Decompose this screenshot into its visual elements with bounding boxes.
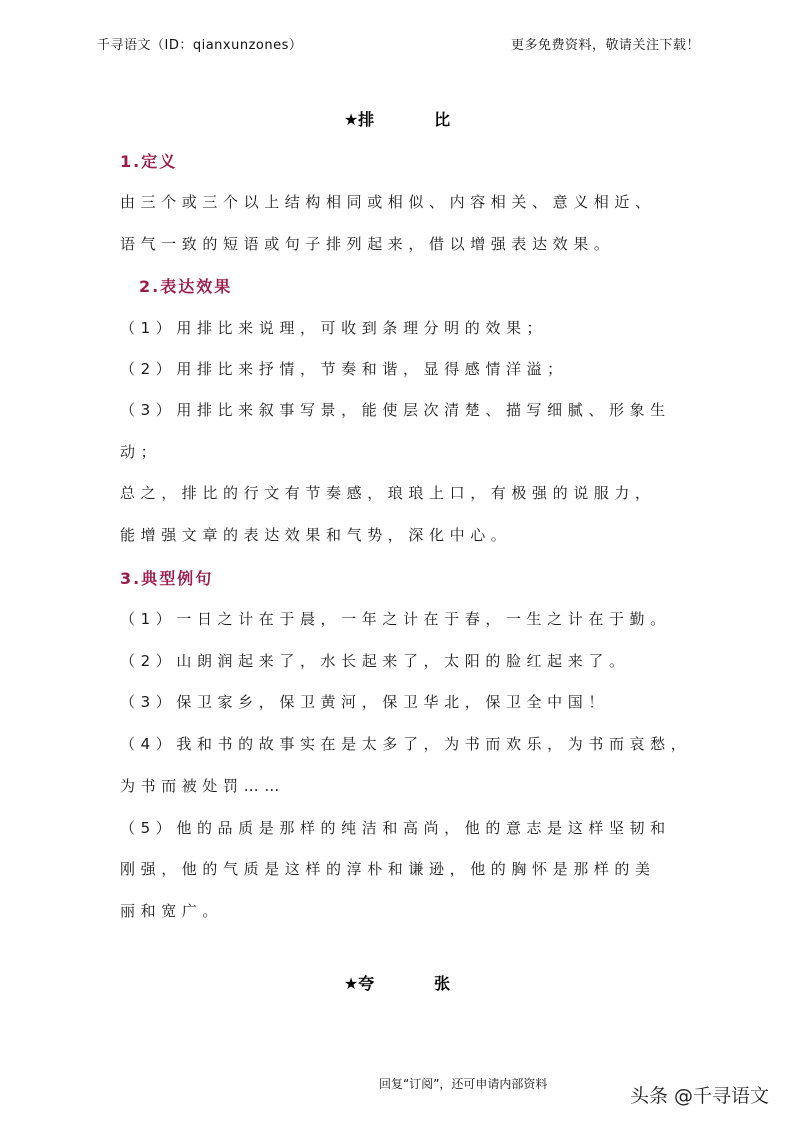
example-line: 丽和宽广。 (120, 902, 224, 920)
definition-line: 语气一致的短语或句子排列起来，借以增强表达效果。 (120, 235, 615, 253)
section-title-char-b: 比 (434, 110, 451, 129)
effect-line: （2）用排比来抒情，节奏和谐，显得感情洋溢； (120, 360, 568, 378)
definition-line: 由三个或三个以上结构相同或相似、内容相关、意义相近、 (120, 193, 656, 211)
section-title-char-a: 排 (358, 110, 375, 129)
example-line: （2）山朗润起来了，水长起来了，太阳的脸红起来了。 (120, 652, 630, 670)
page-header-right: 更多免费资料，敬请关注下载！ (511, 38, 701, 53)
example-line: （5）他的品质是那样的纯洁和高尚，他的意志是这样坚韧和 (120, 819, 671, 837)
watermark: 头条 @千寻语文 (630, 1085, 770, 1107)
heading-examples: 3.典型例句 (120, 569, 214, 588)
section-title-kuazhang (0, 971, 794, 994)
example-line: （4）我和书的故事实在是太多了，为书而欢乐，为书而哀愁， (120, 735, 692, 753)
effect-line: （3）用排比来叙事写景，能使层次清楚、描写细腻、形象生 (120, 401, 671, 419)
example-line: 刚强，他的气质是这样的淳朴和谦逊，他的胸怀是那样的美 (120, 860, 656, 878)
section-title-char-a: 夸 (358, 974, 375, 993)
effect-line: 总之，排比的行文有节奏感，琅琅上口，有极强的说服力， (120, 484, 656, 502)
section-title-char-b: 张 (434, 974, 451, 993)
example-line: （3）保卫家乡，保卫黄河，保卫华北，保卫全中国！ (120, 693, 609, 711)
example-line: 为书而被处罚…… (120, 777, 285, 795)
star-icon: ★ (343, 110, 359, 129)
heading-definition: 1.定义 (120, 152, 178, 171)
page-header-left: 千寻语文（ID：qianxunzones） (97, 38, 303, 53)
effect-line: 能增强文章的表达效果和气势，深化中心。 (120, 526, 512, 544)
heading-effects: 2.表达效果 (139, 277, 233, 296)
star-icon: ★ (343, 974, 359, 993)
example-line: （1）一日之计在于晨，一年之计在于春，一生之计在于勤。 (120, 610, 671, 628)
effect-line: （1）用排比来说理，可收到条理分明的效果； (120, 319, 548, 337)
footer-note: 回复“订阅”，还可申请内部资料 (379, 1077, 548, 1091)
effect-line: 动； (120, 443, 162, 461)
section-title-paibi (0, 107, 794, 130)
